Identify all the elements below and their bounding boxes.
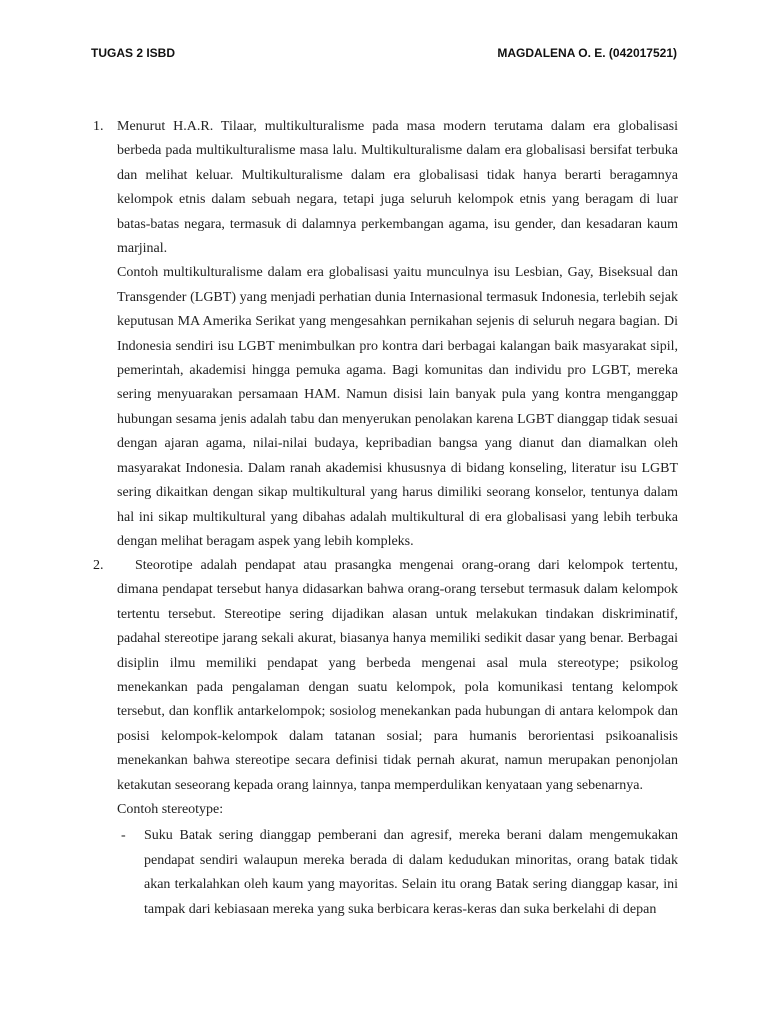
item-number: 2. <box>93 558 104 573</box>
item-paragraph: Menurut H.A.R. Tilaar, multikulturalisme pada masa modern terutama dalam era globalisasi berbeda pada multikulturalisme masa lalu. Multikulturalisme dalam era globalisasi bersifat terbuka dan melihat keluar. Multikulturalisme dalam era globalisasi tidak hanya berarti beragamnya kelompok etnis dalam sebuah negara, tetapi juga seluruh kelompok etnis yang beragam di luar batas-batas negara, termasuk di dalamnya perkembangan agama, isu gender, dan kesadaran kaum marjinal. <box>117 119 678 257</box>
item-number: 1. <box>93 119 104 134</box>
list-item <box>117 824 678 922</box>
example-label: Contoh stereotype: <box>117 802 224 818</box>
bullet-marker: - <box>121 828 126 844</box>
numbered-item-1 <box>93 115 678 554</box>
header-left-title: TUGAS 2 ISBD <box>91 46 176 60</box>
item-paragraph: Contoh multikulturalisme dalam era globalisasi yaitu munculnya isu Lesbian, Gay, Biseksual dan Transgender (LGBT) yang menjadi perhatian dunia Internasional termasuk Indonesia, terlebih sejak keputusan MA Amerika Serikat yang mengesahkan pernikahan sejenis di seluruh negara bagian. Di Indonesia sendiri isu LGBT menimbulkan pro kontra dari berbagai kalangan baik masyarakat sipil, pemerintah, akademisi hingga pemuka agama. Bagi komunitas dan individu pro LGBT, mereka sering menyuarakan persamaan HAM. Namun disisi lain banyak pula yang kontra menganggap hubungan sesama jenis adalah tabu dan menyerukan penolakan karena LGBT dianggap tidak sesuai dengan ajaran agama, nilai-nilai budaya, kepribadian bangsa yang dianut dan diamalkan oleh masyarakat Indonesia. Dalam ranah akademisi khususnya di bidang konseling, literatur isu LGBT sering dikaitkan dengan sikap multikultural yang harus dimiliki seorang konselor, tentunya dalam hal ini sikap multikultural yang dibahas adalah multikultural di era globalisasi yang lebih terbuka dengan melihat beragam aspek yang lebih kompleks. <box>117 265 678 549</box>
header-right-author: MAGDALENA O. E. (042017521) <box>497 46 677 60</box>
numbered-item-2 <box>93 554 678 922</box>
item-paragraph: Steorotipe adalah pendapat atau prasangka mengenai orang-orang dari kelompok tertentu, dimana pendapat tersebut hanya didasarkan bahwa orang-orang tersebut termasuk dalam kelompok tertentu tersebut. Stereotipe sering dijadikan alasan untuk melakukan tindakan diskriminatif, padahal stereotipe jarang sekali akurat, biasanya hanya memiliki sedikit dasar yang benar. Berbagai disiplin ilmu memiliki pendapat yang berbeda mengenai asal mula stereotype; psikolog menekankan pada pengalaman dengan suatu kelompok, pola komunikasi tentang kelompok tersebut, dan konflik antarkelompok; sosiolog menekankan pada hubungan di antara kelompok dan posisi kelompok-kelompok dalam tatanan sosial; para humanis berorientasi psikoanalisis menekankan bahwa stereotipe secara definisi tidak pernah akurat, namun merupakan penonjolan ketakutan seseorang kepada orang lainnya, tanpa memperdulikan kenyataan yang sebenarnya. <box>117 558 678 793</box>
bullet-text: Suku Batak sering dianggap pemberani dan agresif, mereka berani dalam mengemukakan pendapat sendiri walaupun mereka berada di dalam kedudukan minoritas, orang batak tidak akan terkalahkan oleh kaum yang mayoritas. Selain itu orang Batak sering dianggap kasar, ini tampak dari kebiasaan mereka yang suka berbicara keras-keras dan suka berkelahi di depan <box>144 828 678 917</box>
